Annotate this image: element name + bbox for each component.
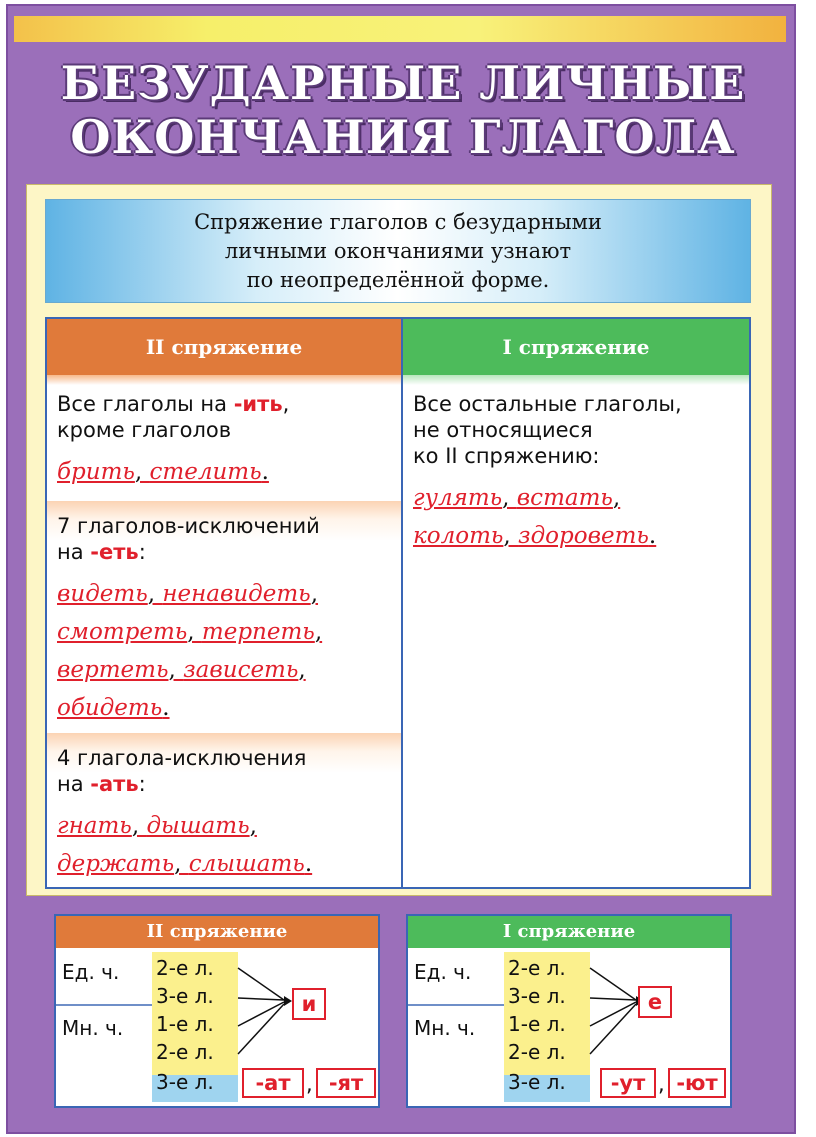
ending-it: -ить — [233, 392, 283, 416]
plural-label: Мн. ч. — [414, 1016, 476, 1040]
case-2-sing: 2-е л. — [508, 956, 566, 980]
ending-ut-box: -ут — [600, 1068, 656, 1098]
case-3-plur: 3-е л. — [156, 1070, 214, 1094]
i-line1: Все остальные глаголы, — [413, 392, 682, 416]
title-line-1: БЕЗУДАРНЫЕ ЛИЧНЫЕ — [60, 56, 746, 110]
rule-line-1: Спряжение глаголов с безударными — [194, 210, 602, 234]
rule-line-2: личными окончаниями узнают — [224, 239, 572, 263]
i-examples-row2: колоть, здороветь. — [413, 523, 657, 549]
i-examples-row1: гулять, встать, — [413, 485, 621, 511]
singular-label: Ед. ч. — [414, 960, 472, 984]
ending-e: е — [638, 986, 672, 1018]
case-2-plur: 2-е л. — [508, 1040, 566, 1064]
case-1-plur: 1-е л. — [156, 1012, 214, 1036]
ii-sec2-line1: 7 глаголов-исключений — [57, 514, 320, 538]
case-2-sing: 2-е л. — [156, 956, 214, 980]
conjugation-table — [45, 317, 751, 889]
plural-label: Мн. ч. — [62, 1016, 124, 1040]
case-3-plur: 3-е л. — [508, 1070, 566, 1094]
ii-sec2-examples-row2: смотреть, терпеть, — [57, 619, 323, 645]
ending-et: -еть — [90, 540, 139, 564]
ii-sec2-examples-row3: вертеть, зависеть, — [57, 657, 306, 683]
ii-sec2-line2: на -еть: — [57, 540, 146, 564]
rule-line-3: по неопределённой форме. — [246, 268, 550, 292]
header-conjugation-i: I спряжение — [403, 319, 749, 375]
case-1-plur: 1-е л. — [508, 1012, 566, 1036]
row-separator — [408, 1004, 504, 1006]
ii-sec1-line1: Все глаголы на -ить, — [57, 392, 290, 416]
endings-table-ii — [54, 914, 380, 1108]
header-conjugation-ii: II спряжение — [47, 319, 401, 375]
i-line3: ко II спряжению: — [413, 444, 600, 468]
endings-header-ii: II спряжение — [56, 916, 378, 948]
ii-sec2-examples-row1: видеть, ненавидеть, — [57, 581, 319, 607]
ii-sec1-line2: кроме глаголов — [57, 418, 232, 442]
comma: , — [658, 1072, 665, 1096]
ending-at: -ать — [90, 772, 139, 796]
endings-table-i — [406, 914, 732, 1108]
title-line-2: ОКОНЧАНИЯ ГЛАГОЛА — [70, 110, 736, 164]
case-2-plur: 2-е л. — [156, 1040, 214, 1064]
rule-box — [45, 199, 751, 303]
ending-at-box: -ат — [242, 1068, 304, 1098]
ending-yut-box: -ют — [668, 1068, 726, 1098]
ii-sec3-examples-row1: гнать, дышать, — [57, 813, 257, 839]
ii-sec3-line1: 4 глагола-исключения — [57, 746, 307, 770]
case-3-sing: 3-е л. — [508, 984, 566, 1008]
page-title — [8, 56, 798, 164]
top-strip — [14, 16, 786, 42]
endings-header-i: I спряжение — [408, 916, 730, 948]
section-gradient — [403, 375, 749, 385]
ending-yat-box: -ят — [316, 1068, 376, 1098]
main-panel — [26, 184, 772, 896]
section-gradient — [47, 375, 401, 385]
singular-label: Ед. ч. — [62, 960, 120, 984]
ii-sec3-line2: на -ать: — [57, 772, 146, 796]
row-separator — [56, 1004, 152, 1006]
ending-i: и — [292, 988, 326, 1020]
ii-sec2-examples-row4: обидеть. — [57, 695, 170, 721]
ii-sec1-examples: брить, стелить. — [57, 459, 269, 485]
case-3-sing: 3-е л. — [156, 984, 214, 1008]
poster — [6, 4, 796, 1134]
column-divider — [401, 319, 403, 887]
comma: , — [306, 1072, 313, 1096]
ii-sec3-examples-row2: держать, слышать. — [57, 851, 313, 877]
i-line2: не относящиеся — [413, 418, 593, 442]
